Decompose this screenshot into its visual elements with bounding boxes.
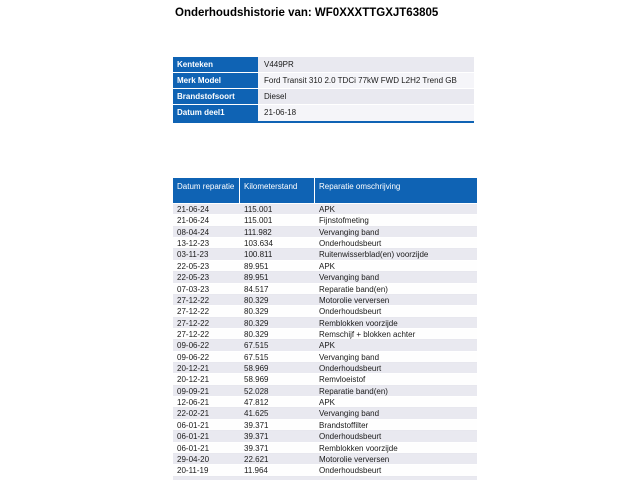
vehicle-info-row xyxy=(173,105,474,121)
repair-description-cell: Reparatie band(en) xyxy=(319,386,388,396)
table-row xyxy=(173,465,477,476)
repair-date-cell: 21-06-24 xyxy=(177,216,210,226)
repair-description-cell: Remblokken voorzijde xyxy=(319,318,398,328)
repair-description-cell: Ruitenwisserblad(en) voorzijde xyxy=(319,250,429,260)
table-row xyxy=(173,386,477,397)
repair-history-table xyxy=(173,178,477,480)
column-header: Kilometerstand xyxy=(240,178,315,203)
table-row xyxy=(173,340,477,351)
vehicle-info-value: Ford Transit 310 2.0 TDCi 77kW FWD L2H2 Trend GB xyxy=(258,73,474,88)
odometer-cell: 39.371 xyxy=(244,432,269,442)
odometer-cell: 58.969 xyxy=(244,375,269,385)
repair-date-cell: 09-06-22 xyxy=(177,341,210,351)
repair-date-cell: 20-12-21 xyxy=(177,375,210,385)
odometer-cell: 89.951 xyxy=(244,273,269,283)
repair-date-cell: 22-02-21 xyxy=(177,409,210,419)
repair-description-cell: APK xyxy=(319,261,336,271)
odometer-cell: 67.515 xyxy=(244,341,269,351)
odometer-cell: 100.811 xyxy=(244,250,273,260)
repair-description-cell: Reparatie band(en) xyxy=(319,284,388,294)
repair-description-cell: Vervanging band xyxy=(319,227,380,237)
repair-description-cell: Remschijf + blokken achter xyxy=(319,329,416,339)
repair-date-cell: 21-06-24 xyxy=(177,205,210,214)
repair-description-cell: Onderhoudsbeurt xyxy=(319,466,382,476)
odometer-cell: 22.621 xyxy=(244,454,269,464)
repair-description-cell: Vervanging band xyxy=(319,352,380,362)
table-row xyxy=(173,363,477,374)
vehicle-info-row xyxy=(173,73,474,89)
repair-description-cell: APK xyxy=(319,341,336,351)
vehicle-info-label: Merk Model xyxy=(173,73,258,88)
vehicle-info-row xyxy=(173,89,474,105)
odometer-cell: 84.517 xyxy=(244,284,269,294)
odometer-cell: 80.329 xyxy=(244,318,269,328)
repair-description-cell: Onderhoudsbeurt xyxy=(319,307,382,317)
odometer-cell: 41.625 xyxy=(244,409,269,419)
odometer-cell: 103.634 xyxy=(244,239,273,249)
repair-date-cell: 27-12-22 xyxy=(177,295,210,305)
repair-date-cell: 20-12-21 xyxy=(177,364,210,374)
repair-date-cell: 22-05-23 xyxy=(177,261,210,271)
table-row xyxy=(173,318,477,329)
vehicle-info-value: 21-06-18 xyxy=(258,105,474,121)
table-row xyxy=(173,306,477,317)
table-row xyxy=(173,329,477,340)
table-row xyxy=(173,374,477,385)
vehicle-info-value: Diesel xyxy=(258,89,474,104)
repair-date-cell: 06-01-21 xyxy=(177,432,210,442)
table-row xyxy=(173,272,477,283)
cut-off-row xyxy=(173,477,477,480)
repair-history-header-row xyxy=(173,178,477,204)
vehicle-info-label: Datum deel1 xyxy=(173,105,258,121)
vehicle-info-label: Kenteken xyxy=(173,57,258,72)
table-row xyxy=(173,454,477,465)
odometer-cell: 80.329 xyxy=(244,307,269,317)
odometer-cell: 39.371 xyxy=(244,443,269,453)
table-row xyxy=(173,431,477,442)
repair-description-cell: Remblokken voorzijde xyxy=(319,443,398,453)
odometer-cell: 115.001 xyxy=(244,205,273,214)
repair-date-cell: 06-01-21 xyxy=(177,420,210,430)
repair-date-cell: 12-06-21 xyxy=(177,398,210,408)
vehicle-info-row xyxy=(173,57,474,73)
table-row xyxy=(173,284,477,295)
repair-description-cell: Motorolie verversen xyxy=(319,295,390,305)
column-header: Datum reparatie xyxy=(173,178,240,203)
repair-date-cell: 08-04-24 xyxy=(177,227,210,237)
odometer-cell: 39.371 xyxy=(244,420,269,430)
repair-date-cell: 22-05-23 xyxy=(177,273,210,283)
odometer-cell: 80.329 xyxy=(244,329,269,339)
repair-date-cell: 27-12-22 xyxy=(177,307,210,317)
vehicle-info-label: Brandstofsoort xyxy=(173,89,258,104)
repair-description-cell: Onderhoudsbeurt xyxy=(319,364,382,374)
repair-description-cell: Remvloeistof xyxy=(319,375,366,385)
repair-description-cell: APK xyxy=(319,398,336,408)
table-row xyxy=(173,261,477,272)
odometer-cell: 52.028 xyxy=(244,386,269,396)
page-title: Onderhoudshistorie van: WF0XXXTTGXJT63805 xyxy=(175,7,439,19)
table-row xyxy=(173,249,477,260)
repair-date-cell: 07-03-23 xyxy=(177,284,210,294)
repair-description-cell: APK xyxy=(319,205,336,214)
repair-description-cell: Vervanging band xyxy=(319,409,380,419)
repair-description-cell: Vervanging band xyxy=(319,273,380,283)
repair-description-cell: Onderhoudsbeurt xyxy=(319,239,382,249)
column-header: Reparatie omschrijving xyxy=(319,182,401,191)
table-row xyxy=(173,295,477,306)
odometer-cell: 80.329 xyxy=(244,295,269,305)
odometer-cell: 89.951 xyxy=(244,261,269,271)
table-row xyxy=(173,443,477,454)
vehicle-info-value: V449PR xyxy=(258,57,474,72)
repair-description-cell: Brandstoffilter xyxy=(319,420,369,430)
repair-description-cell: Fijnstofmeting xyxy=(319,216,369,226)
odometer-cell: 11.964 xyxy=(244,466,268,476)
repair-date-cell: 09-06-22 xyxy=(177,352,210,362)
repair-date-cell: 06-01-21 xyxy=(177,443,210,453)
repair-history-body xyxy=(173,204,477,477)
table-row xyxy=(173,408,477,419)
table-row xyxy=(173,204,477,215)
table-row xyxy=(173,238,477,249)
repair-description-cell: Motorolie verversen xyxy=(319,454,390,464)
repair-description-cell: Onderhoudsbeurt xyxy=(319,432,382,442)
repair-date-cell: 09-09-21 xyxy=(177,386,210,396)
table-row xyxy=(173,420,477,431)
odometer-cell: 47.812 xyxy=(244,398,269,408)
repair-date-cell: 03-11-23 xyxy=(177,250,209,260)
odometer-cell: 111.982 xyxy=(244,227,272,237)
repair-date-cell: 13-12-23 xyxy=(177,239,210,249)
odometer-cell: 58.969 xyxy=(244,364,269,374)
odometer-cell: 115.001 xyxy=(244,216,273,226)
table-row xyxy=(173,352,477,363)
repair-date-cell: 20-11-19 xyxy=(177,466,209,476)
repair-date-cell: 29-04-20 xyxy=(177,454,210,464)
table-row xyxy=(173,215,477,226)
vehicle-info-table xyxy=(173,57,474,123)
table-row xyxy=(173,227,477,238)
repair-date-cell: 27-12-22 xyxy=(177,329,210,339)
repair-date-cell: 27-12-22 xyxy=(177,318,210,328)
odometer-cell: 67.515 xyxy=(244,352,269,362)
table-row xyxy=(173,397,477,408)
